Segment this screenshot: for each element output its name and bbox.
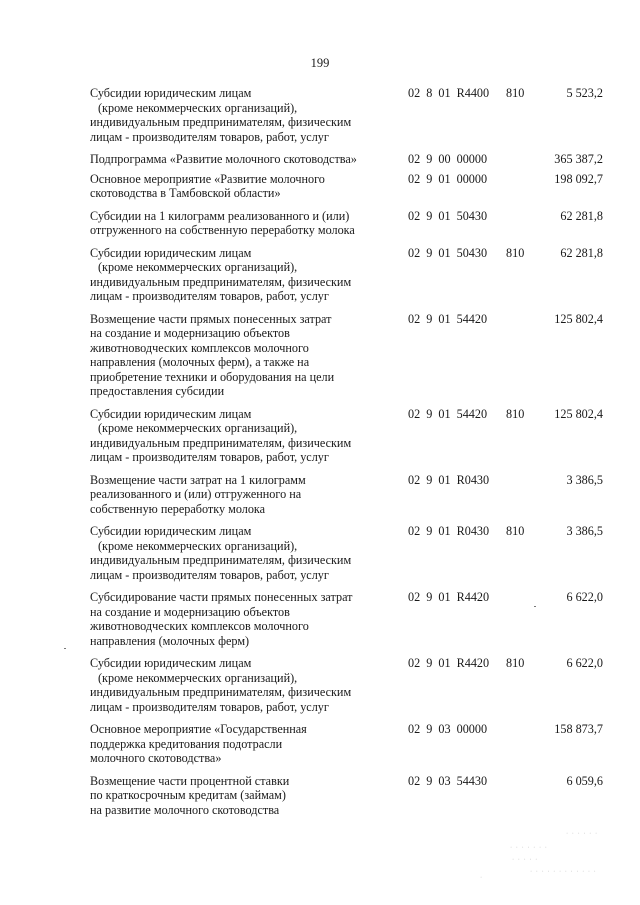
description-line: Субсидирование части прямых понесенных затрат	[90, 590, 353, 604]
amount: 198 092,7	[554, 171, 603, 186]
description-line: Субсидии юридическим лицам	[90, 524, 252, 538]
target-article-code: 02 9 00 00000	[408, 152, 488, 166]
target-article-code: 02 9 01 R0430	[408, 472, 490, 487]
description-line: Основное мероприятие «Развитие молочного	[90, 171, 325, 186]
description-line: Возмещение части прямых понесенных затрат	[90, 311, 332, 326]
row-description	[90, 407, 388, 465]
amount: 6 059,6	[566, 773, 603, 788]
description-line: Субсидии на 1 килограмм реализованного и (или)	[90, 208, 350, 223]
target-article-code: 02 9 01 54420	[408, 406, 488, 421]
target-article-code: 02 9 01 R4420	[408, 590, 490, 604]
description-line: Подпрограмма «Развитие молочного скотоводства»	[90, 152, 357, 166]
budget-table	[0, 86, 640, 825]
table-row	[0, 774, 640, 818]
description-line: по краткосрочным кредитам (займам)	[90, 788, 286, 802]
scan-speck	[534, 606, 536, 607]
row-description	[90, 312, 388, 399]
description-line: на развитие молочного скотоводства	[90, 802, 280, 817]
table-row	[0, 473, 640, 517]
expense-type-code: 810	[506, 656, 525, 670]
row-description	[90, 209, 388, 238]
description-line: на создание и модернизацию объектов	[90, 604, 290, 619]
amount: 62 281,8	[560, 245, 603, 260]
table-row	[0, 722, 640, 766]
description-line: индивидуальным предпринимателям, физическим	[90, 685, 352, 699]
target-article-code: 02 9 01 50430	[408, 208, 488, 223]
amount: 6 622,0	[566, 656, 603, 670]
amount: 125 802,4	[554, 311, 603, 326]
table-row	[0, 86, 640, 144]
table-row	[0, 152, 640, 167]
table-row	[0, 246, 640, 304]
amount: 125 802,4	[554, 406, 603, 421]
page-number: 199	[310, 56, 330, 70]
target-article-code: 02 9 01 R0430	[408, 524, 490, 538]
description-line: лицам - производителям товаров, работ, услуг	[90, 699, 329, 714]
table-row	[0, 407, 640, 465]
target-article-code: 02 8 01 R4400	[408, 86, 490, 100]
description-line: Возмещение части затрат на 1 килограмм	[90, 472, 306, 487]
description-line: молочного скотоводства»	[90, 751, 222, 765]
row-description	[90, 152, 388, 167]
description-line: (кроме некоммерческих организаций),	[98, 538, 298, 553]
description-line: лицам - производителям товаров, работ, услуг	[90, 450, 329, 464]
description-line: поддержка кредитования подотрасли	[90, 736, 283, 751]
description-line: приобретение техники и оборудования на цели	[90, 369, 335, 384]
description-line: лицам - производителям товаров, работ, услуг	[90, 567, 329, 582]
expense-type-code: 810	[506, 86, 525, 100]
row-description	[90, 473, 388, 517]
row-description	[90, 86, 388, 144]
row-description	[90, 722, 388, 766]
row-description	[90, 524, 388, 582]
description-line: (кроме некоммерческих организаций),	[98, 100, 298, 115]
expense-type-code: 810	[506, 524, 525, 538]
target-article-code: 02 9 03 54430	[408, 773, 488, 788]
row-description	[90, 172, 388, 201]
table-row	[0, 172, 640, 201]
description-line: Основное мероприятие «Государственная	[90, 722, 307, 736]
stamp-remnant: · · · · · · · · · · · · · · · · · · · · · · · · · · · · · · ·	[480, 830, 599, 881]
description-line: Возмещение части процентной ставки	[90, 773, 290, 788]
row-description	[90, 656, 388, 714]
description-line: Субсидии юридическим лицам	[90, 245, 252, 260]
table-row	[0, 524, 640, 582]
description-line: (кроме некоммерческих организаций),	[98, 260, 298, 274]
scan-speck	[64, 648, 66, 649]
target-article-code: 02 9 03 00000	[408, 722, 488, 736]
description-line: лицам - производителям товаров, работ, услуг	[90, 289, 329, 303]
row-description	[90, 590, 388, 648]
description-line: Субсидии юридическим лицам	[90, 656, 252, 670]
description-line: (кроме некоммерческих организаций),	[98, 421, 298, 435]
description-line: индивидуальным предпринимателям, физическим	[90, 115, 352, 129]
target-article-code: 02 9 01 00000	[408, 171, 488, 186]
amount: 3 386,5	[566, 472, 603, 487]
description-line: Субсидии юридическим лицам	[90, 406, 252, 421]
description-line: скотоводства в Тамбовской области»	[90, 186, 281, 200]
target-article-code: 02 9 01 R4420	[408, 656, 490, 670]
description-line: реализованного и (или) отгруженного на	[90, 487, 302, 501]
description-line: отгруженного на собственную переработку молока	[90, 223, 355, 237]
table-row	[0, 590, 640, 648]
row-description	[90, 774, 388, 818]
description-line: индивидуальным предпринимателям, физическим	[90, 274, 352, 289]
target-article-code: 02 9 01 50430	[408, 245, 488, 260]
target-article-code: 02 9 01 54420	[408, 311, 488, 326]
description-line: направления (молочных ферм), а также на	[90, 355, 310, 369]
description-line: Субсидии юридическим лицам	[90, 86, 252, 100]
description-line: направления (молочных ферм)	[90, 633, 250, 648]
description-line: предоставления субсидии	[90, 384, 225, 398]
amount: 365 387,2	[554, 152, 603, 166]
expense-type-code: 810	[506, 406, 525, 421]
description-line: лицам - производителям товаров, работ, услуг	[90, 129, 329, 144]
description-line: индивидуальным предпринимателям, физическим	[90, 435, 352, 450]
description-line: на создание и модернизацию объектов	[90, 326, 290, 340]
amount: 158 873,7	[554, 722, 603, 736]
description-line: (кроме некоммерческих организаций),	[98, 670, 298, 685]
table-row	[0, 656, 640, 714]
table-row	[0, 209, 640, 238]
description-line: животноводческих комплексов молочного	[90, 619, 309, 633]
table-row	[0, 312, 640, 399]
amount: 6 622,0	[566, 590, 603, 604]
expense-type-code: 810	[506, 245, 525, 260]
description-line: животноводческих комплексов молочного	[90, 340, 309, 355]
row-description	[90, 246, 388, 304]
amount: 5 523,2	[566, 86, 603, 100]
description-line: собственную переработку молока	[90, 501, 266, 516]
description-line: индивидуальным предпринимателям, физическим	[90, 553, 352, 567]
amount: 3 386,5	[566, 524, 603, 538]
amount: 62 281,8	[560, 208, 603, 223]
